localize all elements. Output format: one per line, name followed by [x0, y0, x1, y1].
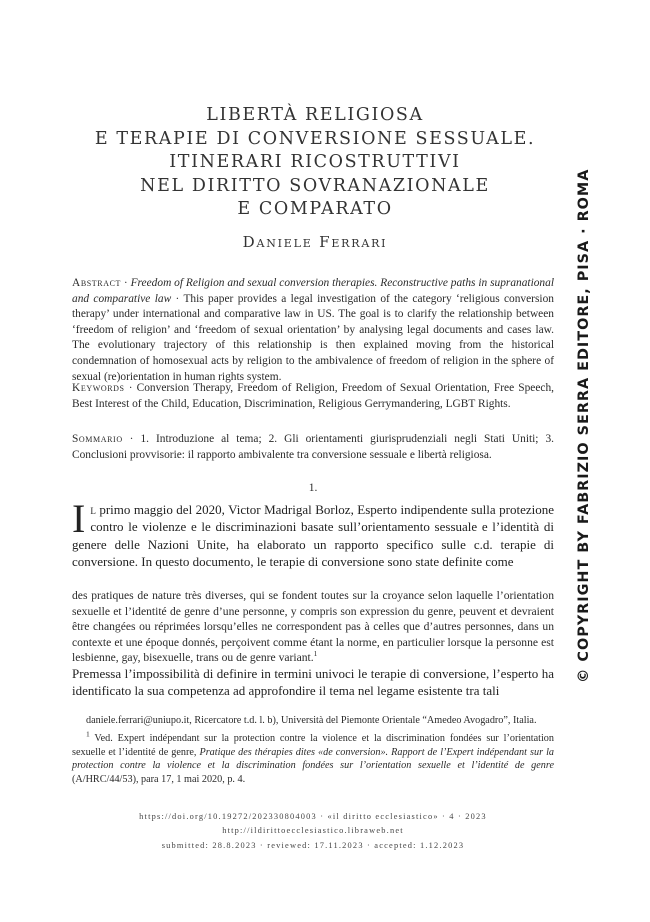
footnotes: [72, 714, 554, 791]
author-affiliation: daniele.ferrari@uniupo.it, Ricercatore t.d. l. b), Università del Piemonte Orientale “Amedeo Avogadro”, Italia.: [86, 715, 537, 726]
footnote-text: Ved. Expert indépendant sur la protection contre la violence et la discrimination fondées sur l’orientation sexuelle et l’identité de genre,: [72, 732, 554, 758]
summary-text: 1. Introduzione al tema; 2. Gli orientamenti giurisprudenziali negli Stati Uniti; 3. Conclusioni provvisorie: il rapporto ambivalente tra conversione sessuale e libertà religiosa.: [72, 433, 554, 461]
title-line: NEL DIRITTO SOVRANAZIONALE: [140, 175, 490, 196]
paragraph-text: primo maggio del 2020, Victor Madrigal Borloz, Esperto indipendente sulla protezione contro le violenze e le discriminazioni basate sull’orientamento sessuale e l’identità di genere delle Nazioni Unite, ha elaborato un rapporto specifico sulle c.d. terapie di conversione. In questo documento, le terapie di conversione sono state definite come: [72, 502, 555, 570]
copyright-notice: © COPYRIGHT BY FABRIZIO SERRA EDITORE, PISA · ROMA: [576, 168, 592, 683]
title-line: E TERAPIE DI CONVERSIONE SESSUALE.: [94, 128, 536, 149]
lead-letter: l: [90, 502, 96, 517]
doi-line[interactable]: https://doi.org/10.19272/202330804003 · «il diritto ecclesiastico» · 4 · 2023: [139, 812, 487, 821]
footnote-number: 1: [86, 729, 90, 739]
block-quote: [72, 588, 554, 666]
title-line: LIBERTÀ RELIGIOSA: [206, 105, 424, 125]
title-line: E COMPARATO: [237, 199, 393, 219]
body-paragraph-1: [72, 496, 555, 571]
body-paragraph-2: Premessa l’impossibilità di definire in termini univoci le terapie di conversione, l’esperto ha identificato la sua competenza ad approfondire il tema nel legame esistente tra tali: [72, 666, 554, 699]
footnote-1: [72, 729, 555, 787]
author-name: Daniele Ferrari: [242, 233, 388, 251]
section-number: 1.: [308, 482, 318, 494]
footnote-report-title: Pratique des thérapies dites «de conversion». Rapport de l’Expert indépendant sur la protection contre la violence et la discrimination fondées sur l’orientation sexuelle et l’identité de genre: [72, 746, 555, 772]
keywords-label: Keywords: [72, 382, 125, 394]
keywords-text: Conversion Therapy, Freedom of Religion, Freedom of Sexual Orientation, Free Speech, Best Interest of the Child, Education, Discrimination, Religious Gerrymandering, LGBT Rights.: [72, 382, 554, 410]
submission-dates: submitted: 28.8.2023 · reviewed: 17.11.2023 · accepted: 1.12.2023: [161, 841, 465, 850]
summary-label: Sommario: [72, 433, 123, 445]
footnote-citation: (A/HRC/44/53), para 17, 1 mai 2020, p. 4.: [72, 774, 246, 786]
abstract-label: Abstract: [72, 277, 122, 289]
abstract: Abstract · Freedom of Religion and sexual conversion therapies. Reconstructive paths in supranational and comparative law · This paper provides a legal investigation of the category ‘religious conversion therapy’ under international and comparative law in US. The goal is to clarify the relationship between ‘freedom of religion’ and ‘freedom of sexual orientation’ by analysing legal documents and cases law. The evolutionary trajectory of this relationship is then explained moving from the historical condemnation of homosexual acts by religion to the ambivalence of freedom of religion in the sphere of sexual (re)orientation in human rights system.: [72, 277, 554, 383]
journal-url[interactable]: http://ildirittoecclesiastico.libraweb.net: [222, 826, 404, 835]
summary: Sommario · 1. Introduzione al tema; 2. Gli orientamenti giurisprudenziali negli Stati Uniti; 3. Conclusioni provvisorie: il rapporto ambivalente tra conversione sessuale e libertà religiosa.: [72, 433, 554, 461]
keywords: Keywords · Conversion Therapy, Freedom of Religion, Freedom of Sexual Orientation, Free Speech, Best Interest of the Child, Education, Discrimination, Religious Gerrymandering, LGBT Rights.: [72, 382, 554, 410]
abstract-english-title: Freedom of Religion and sexual conversion therapies. Reconstructive paths in supranational and comparative law: [72, 277, 554, 305]
article-title: [60, 104, 570, 222]
quote-text: des pratiques de nature très diverses, qui se fondent toutes sur la croyance selon laquelle l’orientation sexuelle et l’identité de genre d’une personne, y compris son expression du genre, peuvent et devraient être changées ou réprimées lorsqu’elles ne correspondent pas à celles que d’autres personnes, dans un contexte et une époque donnés, perçoivent comme étant la norme, en particulier lorsque la personne est lesbienne, gay, bisexuelle, trans ou de genre variant.: [72, 589, 554, 665]
drop-cap: I: [72, 496, 86, 541]
title-line: ITINERARI RICOSTRUTTIVI: [169, 152, 461, 172]
abstract-text: This paper provides a legal investigation of the category ‘religious conversion therapy’ under international and comparative law in US. The goal is to clarify the relationship between ‘freedom of religion’ and ‘freedom of sexual orientation’ by analysing legal documents and cases law. The evolutionary trajectory of this relationship is then explained moving from the historical condemnation of homosexual acts by religion to the ambivalence of freedom of religion in the sphere of sexual (re)orientation in human rights system.: [72, 292, 554, 383]
footnote-ref[interactable]: 1: [313, 649, 318, 659]
